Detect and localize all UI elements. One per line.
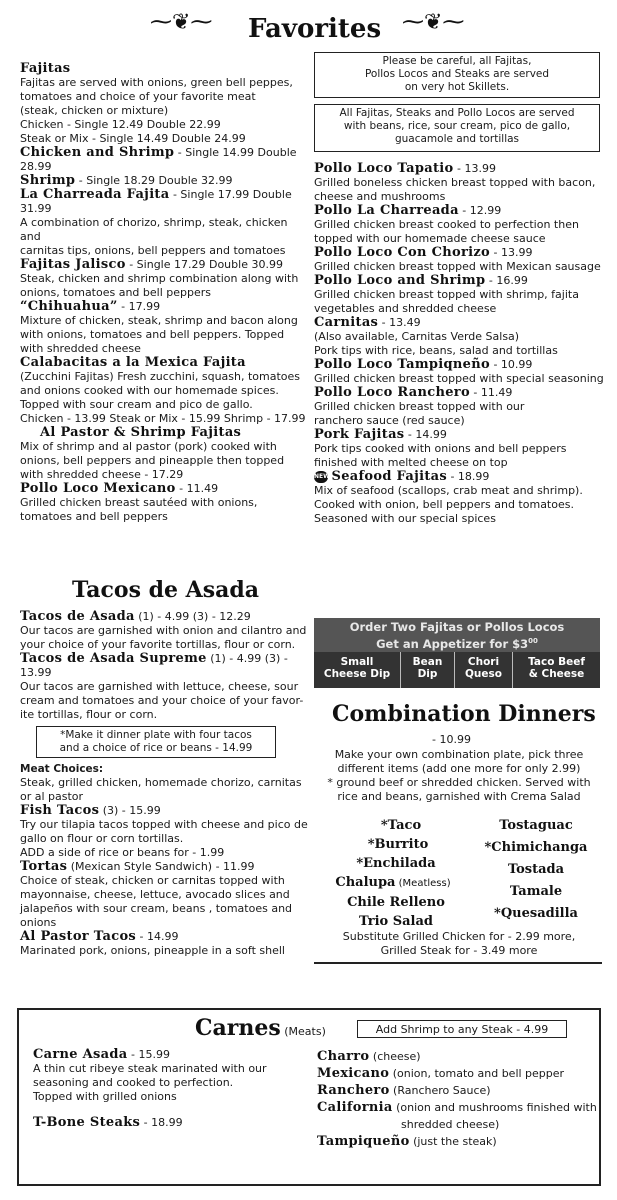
combo-right-list bbox=[468, 816, 604, 923]
item-price: - 12.99 bbox=[458, 204, 502, 217]
favorites-left-items bbox=[20, 146, 310, 524]
desc-line: and onions cooked with our homemade spices. bbox=[20, 384, 279, 397]
appetizer-promo bbox=[314, 618, 600, 688]
item-name: T-Bone Steaks bbox=[33, 1115, 141, 1130]
item-name: Tortas bbox=[20, 859, 68, 874]
menu-item bbox=[20, 356, 310, 426]
item-name: Charro bbox=[317, 1049, 370, 1064]
add-shrimp-box: Add Shrimp to any Steak - 4.99 bbox=[357, 1020, 567, 1038]
item-desc bbox=[314, 372, 604, 386]
promo-options bbox=[314, 652, 600, 688]
carnes-subtitle: (Meats) bbox=[280, 1025, 326, 1038]
desc-line: onions bbox=[20, 916, 57, 929]
carnes-right bbox=[317, 1048, 599, 1150]
desc-line: Marinated pork, onions, pineapple in a soft shell bbox=[20, 944, 285, 957]
desc-line: Grilled chicken breast topped with special seasoning bbox=[314, 372, 604, 385]
item-price: (onion and mushrooms finished with bbox=[392, 1101, 597, 1114]
carnes-left-item bbox=[33, 1116, 303, 1130]
item-desc bbox=[314, 288, 604, 316]
carnes-right-item bbox=[317, 1133, 599, 1150]
item-price: - 16.99 bbox=[485, 274, 528, 287]
menu-item bbox=[314, 316, 604, 358]
item-price: - 13.49 bbox=[378, 316, 421, 329]
tacos-more-items bbox=[20, 804, 310, 958]
desc-line: Steak, grilled chicken, homemade chorizo, carnitas bbox=[20, 776, 302, 789]
item-desc bbox=[314, 442, 604, 470]
item-price: - 10.99 bbox=[489, 358, 533, 371]
menu-item bbox=[314, 246, 604, 274]
desc-line: carnitas tips, onions, bell peppers and tomatoes bbox=[20, 244, 286, 257]
item-price: - 14.99 bbox=[404, 428, 447, 441]
notice-line: on very hot Skillets. bbox=[404, 81, 510, 93]
new-badge: NEW bbox=[314, 471, 328, 483]
desc-line: Grilled chicken breast cooked to perfection then bbox=[314, 218, 579, 231]
desc-line: Cooked with onion, bell peppers and tomatoes. bbox=[314, 498, 574, 511]
seafood-item bbox=[314, 470, 604, 526]
promo-price: $3 bbox=[512, 636, 529, 651]
item-desc bbox=[20, 272, 310, 300]
item-price: - Single 17.99 Double 31.99 bbox=[20, 188, 292, 215]
desc-line: Grilled chicken breast topped with Mexican sausage bbox=[314, 260, 601, 273]
carnes-panel bbox=[17, 1008, 601, 1186]
desc-line: Make your own combination plate, pick three bbox=[334, 748, 584, 761]
combo-price: - 10.99 bbox=[432, 733, 471, 746]
item-name: Mexicano bbox=[317, 1066, 390, 1081]
menu-item bbox=[20, 860, 310, 930]
item-name: Pollo Loco Ranchero bbox=[314, 385, 470, 400]
chalupa-note: (Meatless) bbox=[395, 878, 451, 889]
desc-line: seasoning and cooked to perfection. bbox=[33, 1076, 234, 1089]
carnes-left bbox=[33, 1048, 303, 1130]
item-price: (1) - 4.99 (3) - 13.99 bbox=[20, 652, 288, 679]
menu-item bbox=[20, 300, 310, 356]
desc-line: finished with melted cheese on top bbox=[314, 456, 508, 469]
item-desc bbox=[314, 176, 604, 204]
item-name: Tacos de Asada bbox=[20, 609, 135, 624]
item-price-cont: shredded cheese) bbox=[401, 1118, 500, 1131]
combo-item: *Burrito bbox=[367, 837, 429, 852]
option-line: & Cheese bbox=[528, 668, 585, 680]
desc-line: vegetables and shredded cheese bbox=[314, 302, 497, 315]
desc-line: (Also available, Carnitas Verde Salsa) bbox=[314, 330, 520, 343]
menu-item bbox=[314, 358, 604, 386]
item-name: “Chihuahua” bbox=[20, 299, 118, 314]
carnes-heading bbox=[195, 1014, 326, 1042]
item-desc bbox=[33, 1062, 303, 1104]
desc-line: Our tacos are garnished with lettuce, cheese, sour bbox=[20, 680, 299, 693]
desc-line: Topped with sour cream and pico de gallo. bbox=[20, 398, 253, 411]
desc-line: with shredded cheese bbox=[20, 342, 141, 355]
desc-line: Grilled chicken breast topped with shrimp, fajita bbox=[314, 288, 579, 301]
item-price: (cheese) bbox=[369, 1050, 421, 1063]
menu-item bbox=[314, 386, 604, 428]
item-name: Al Pastor Tacos bbox=[20, 929, 137, 944]
desc-line: Substitute Grilled Chicken for - 2.99 more, bbox=[342, 930, 576, 943]
item-desc bbox=[20, 440, 310, 482]
desc-line: Our tacos are garnished with onion and cilantro and bbox=[20, 624, 307, 637]
desc-line: onions, bell peppers and pineapple then topped bbox=[20, 454, 285, 467]
desc-line: Grilled chicken breast topped with our bbox=[314, 400, 525, 413]
combo-item: Tostada bbox=[507, 862, 565, 877]
favorites-right-items bbox=[314, 162, 604, 470]
desc-line: Grilled Steak for - 3.49 more bbox=[380, 944, 538, 957]
item-desc bbox=[20, 496, 310, 524]
combo-desc bbox=[314, 748, 604, 804]
promo-line2-text: Get an Appetizer for bbox=[376, 636, 513, 651]
item-name: Shrimp bbox=[20, 173, 76, 188]
desc-line: A thin cut ribeye steak marinated with our bbox=[33, 1062, 267, 1075]
combo-item: *Taco bbox=[380, 818, 422, 833]
desc-line: Grilled boneless chicken breast topped with bacon, bbox=[314, 176, 596, 189]
item-price: - 13.99 bbox=[490, 246, 533, 259]
meat-choices bbox=[20, 776, 310, 804]
item-price: - 17.99 bbox=[117, 300, 161, 313]
carnes-right-item bbox=[317, 1048, 599, 1065]
desc-line: or al pastor bbox=[20, 790, 84, 803]
desc-line: mayonnaise, cheese, lettuce, avocado slices and bbox=[20, 888, 290, 901]
menu-item bbox=[314, 274, 604, 316]
combo-item: Chile Relleno bbox=[347, 895, 445, 910]
menu-item bbox=[20, 804, 310, 860]
desc-line: gallo on flour or corn tortillas. bbox=[20, 832, 184, 845]
combo-item: Tamale bbox=[509, 884, 563, 899]
item-name: Tacos de Asada Supreme bbox=[20, 651, 207, 666]
menu-item bbox=[20, 482, 310, 524]
desc-line: A combination of chorizo, shrimp, steak, chicken and bbox=[20, 216, 288, 243]
tacos-items bbox=[20, 610, 310, 722]
combo-title: Combination Dinners bbox=[332, 701, 596, 727]
favorites-left-column bbox=[20, 62, 310, 524]
item-name: Ranchero bbox=[317, 1083, 390, 1098]
notice-line: Pollos Locos and Steaks are served bbox=[364, 68, 550, 80]
item-name: Fajitas Jalisco bbox=[20, 257, 126, 272]
favorites-right-column bbox=[314, 162, 604, 526]
notice-line: guacamole and tortillas bbox=[394, 133, 520, 145]
item-desc bbox=[20, 216, 310, 258]
promo-option bbox=[454, 652, 512, 688]
item-name: Pork Fajitas bbox=[314, 427, 405, 442]
promo-price-sup: 00 bbox=[528, 637, 538, 645]
option-line: Cheese Dip bbox=[323, 668, 391, 680]
desc-line: your choice of your favorite tortillas, flour or corn. bbox=[20, 638, 296, 651]
desc-line: Pork tips cooked with onions and bell peppers bbox=[314, 442, 567, 455]
item-desc bbox=[20, 370, 310, 426]
menu-item bbox=[20, 174, 310, 188]
item-desc bbox=[20, 314, 310, 356]
promo-line1: Order Two Fajitas or Pollos Locos bbox=[349, 620, 565, 634]
desc-line: Fajitas are served with onions, green bell peppes, bbox=[20, 76, 293, 89]
option-line: Taco Beef bbox=[528, 656, 585, 668]
desc-line: ite tortillas, flour or corn. bbox=[20, 708, 158, 721]
item-price: (1) - 4.99 (3) - 12.29 bbox=[134, 610, 251, 623]
option-line: Bean bbox=[412, 656, 443, 668]
item-name: Carnitas bbox=[314, 315, 379, 330]
desc-line: cheese and mushrooms bbox=[314, 190, 446, 203]
item-name: Pollo Loco Tapatio bbox=[314, 161, 454, 176]
item-name: Pollo Loco Con Chorizo bbox=[314, 245, 490, 260]
item-name: Pollo Loco Tampiqneño bbox=[314, 357, 490, 372]
desc-line: tomatoes and bell peppers bbox=[20, 510, 168, 523]
combo-item bbox=[318, 873, 468, 893]
item-name: Calabacitas a la Mexica Fajita bbox=[20, 355, 246, 370]
item-price: - 14.99 bbox=[136, 930, 179, 943]
seafood-name: Seafood Fajitas bbox=[331, 469, 447, 484]
item-name: Carne Asada bbox=[33, 1047, 128, 1062]
desc-line: cream and tomatoes and your choice of your favor- bbox=[20, 694, 304, 707]
hot-skillet-notice bbox=[314, 52, 600, 98]
seafood-price: - 18.99 bbox=[446, 470, 490, 483]
desc-line: Mix of shrimp and al pastor (pork) cooked with bbox=[20, 440, 277, 453]
desc-line: with shredded cheese - 17.29 bbox=[20, 468, 184, 481]
favorites-header bbox=[150, 8, 470, 48]
fajitas-desc bbox=[20, 76, 310, 146]
item-price: - 13.99 bbox=[453, 162, 496, 175]
item-name: Fish Tacos bbox=[20, 803, 100, 818]
item-desc bbox=[20, 624, 310, 652]
desc-line: jalapeños with sour cream, beans , tomatoes and bbox=[20, 902, 293, 915]
desc-line: Topped with grilled onions bbox=[33, 1090, 177, 1103]
chalupa-label: Chalupa bbox=[335, 875, 396, 890]
desc-line: onions, tomatoes and bell peppers bbox=[20, 286, 212, 299]
desc-line: Chicken - Single 12.49 Double 22.99 bbox=[20, 118, 221, 131]
item-price: - 18.99 bbox=[140, 1116, 183, 1129]
served-with-notice bbox=[314, 104, 600, 152]
carnes-right-item bbox=[317, 1065, 599, 1082]
option-line: Queso bbox=[465, 668, 502, 680]
note-line: *Make it dinner plate with four tacos bbox=[60, 729, 252, 741]
carnes-title: Carnes bbox=[195, 1015, 281, 1041]
desc-line: ADD a side of rice or beans for - 1.99 bbox=[20, 846, 225, 859]
item-price: - 11.49 bbox=[469, 386, 513, 399]
desc-line: Steak, chicken and shrimp combination along with bbox=[20, 272, 299, 285]
flourish-right: ⁓❦⁓ bbox=[402, 10, 465, 35]
item-price: - Single 14.99 Double 28.99 bbox=[20, 146, 297, 173]
carnes-left-item bbox=[33, 1048, 303, 1104]
item-desc bbox=[20, 818, 310, 860]
tacos-column bbox=[20, 610, 310, 958]
notice-line: All Fajitas, Steaks and Pollo Locos are served bbox=[339, 107, 575, 119]
item-desc bbox=[314, 260, 604, 274]
notice-line: Please be careful, all Fajitas, bbox=[382, 55, 532, 67]
desc-line: Choice of steak, chicken or carnitas topped with bbox=[20, 874, 285, 887]
flourish-left: ⁓❦⁓ bbox=[150, 10, 213, 35]
item-price: - 11.49 bbox=[175, 482, 219, 495]
combo-item: *Quesadilla bbox=[494, 906, 578, 921]
item-price: (3) - 15.99 bbox=[99, 804, 161, 817]
fajitas-heading: Fajitas bbox=[20, 61, 71, 76]
desc-line: Chicken - 13.99 Steak or Mix - 15.99 Shrimp - 17.99 bbox=[20, 412, 306, 425]
item-desc bbox=[20, 680, 310, 722]
option-line: Small bbox=[340, 656, 374, 668]
meat-choices-label: Meat Choices: bbox=[20, 763, 104, 775]
tacos-title: Tacos de Asada bbox=[72, 577, 260, 603]
desc-line: tomatoes and choice of your favorite meat bbox=[20, 90, 256, 103]
promo-option bbox=[400, 652, 454, 688]
desc-line: with onions, tomatoes and bell peppers. Topped bbox=[20, 328, 285, 341]
menu-item bbox=[314, 204, 604, 246]
desc-line: Mixture of chicken, steak, shrimp and bacon along bbox=[20, 314, 298, 327]
desc-line: Steak or Mix - Single 14.49 Double 24.99 bbox=[20, 132, 246, 145]
menu-item bbox=[20, 258, 310, 300]
item-price: (Mexican Style Sandwich) - 11.99 bbox=[67, 860, 255, 873]
favorites-title: Favorites bbox=[248, 14, 382, 44]
promo-option bbox=[314, 652, 400, 688]
item-price: (just the steak) bbox=[409, 1135, 497, 1148]
combo-item: Tostaguac bbox=[499, 818, 573, 833]
desc-line: Mix of seafood (scallops, crab meat and shrimp). bbox=[314, 484, 583, 497]
item-price: (onion, tomato and bell pepper bbox=[389, 1067, 565, 1080]
combo-left-list bbox=[318, 816, 468, 931]
item-name: Pollo Loco Mexicano bbox=[20, 481, 176, 496]
desc-line: topped with our homemade cheese sauce bbox=[314, 232, 546, 245]
item-name: Al Pastor & Shrimp Fajitas bbox=[40, 425, 242, 440]
item-name: California bbox=[317, 1100, 393, 1115]
promo-line2 bbox=[314, 634, 600, 651]
item-desc bbox=[20, 944, 310, 958]
promo-option bbox=[512, 652, 600, 688]
item-price: - Single 18.29 Double 32.99 bbox=[75, 174, 233, 187]
item-price: - Single 17.29 Double 30.99 bbox=[125, 258, 283, 271]
combo-divider bbox=[314, 962, 602, 964]
notice-line: with beans, rice, sour cream, pico de gallo, bbox=[343, 120, 571, 132]
item-desc bbox=[314, 330, 604, 358]
desc-line: ranchero sauce (red sauce) bbox=[314, 414, 465, 427]
item-name: Chicken and Shrimp bbox=[20, 145, 175, 160]
item-name: La Charreada Fajita bbox=[20, 187, 170, 202]
option-line: Chori bbox=[467, 656, 500, 668]
desc-line: rice and beans, garnished with Crema Salad bbox=[337, 790, 581, 803]
menu-item bbox=[20, 610, 310, 652]
item-name: Pollo La Charreada bbox=[314, 203, 459, 218]
item-name: Tampiqueño bbox=[317, 1134, 410, 1149]
menu-item bbox=[314, 428, 604, 470]
desc-line: * ground beef or shredded chicken. Served with bbox=[327, 776, 591, 789]
combo-substitute bbox=[314, 930, 604, 958]
desc-line: different items (add one more for only 2.99) bbox=[337, 762, 581, 775]
item-desc bbox=[314, 400, 604, 428]
carnes-right-item bbox=[317, 1082, 599, 1099]
menu-item bbox=[20, 930, 310, 958]
combo-item: Trio Salad bbox=[359, 914, 433, 929]
combo-item: *Chimichanga bbox=[484, 840, 588, 855]
seafood-desc bbox=[314, 484, 604, 526]
dinner-plate-note bbox=[36, 726, 276, 758]
desc-line: Grilled chicken breast sautéed with onions, bbox=[20, 496, 258, 509]
desc-line: Seasoned with our special spices bbox=[314, 512, 496, 525]
menu-item bbox=[20, 146, 310, 174]
option-line: Dip bbox=[417, 668, 438, 680]
desc-line: Try our tilapia tacos topped with cheese and pico de bbox=[20, 818, 308, 831]
menu-item bbox=[20, 426, 310, 482]
item-price: - 15.99 bbox=[127, 1048, 170, 1061]
item-desc bbox=[20, 874, 310, 930]
desc-line: (steak, chicken or mixture) bbox=[20, 104, 169, 117]
item-name: Pollo Loco and Shrimp bbox=[314, 273, 486, 288]
menu-item bbox=[20, 652, 310, 722]
desc-line: (Zucchini Fajitas) Fresh zucchini, squash, tomatoes bbox=[20, 370, 301, 383]
carnes-right-item bbox=[317, 1099, 599, 1133]
combo-item: *Enchilada bbox=[356, 856, 436, 871]
menu-item bbox=[20, 188, 310, 258]
item-desc bbox=[314, 218, 604, 246]
item-price: (Ranchero Sauce) bbox=[389, 1084, 491, 1097]
desc-line: Pork tips with rice, beans, salad and tortillas bbox=[314, 344, 558, 357]
note-line: and a choice of rice or beans - 14.99 bbox=[59, 742, 253, 754]
menu-item bbox=[314, 162, 604, 204]
